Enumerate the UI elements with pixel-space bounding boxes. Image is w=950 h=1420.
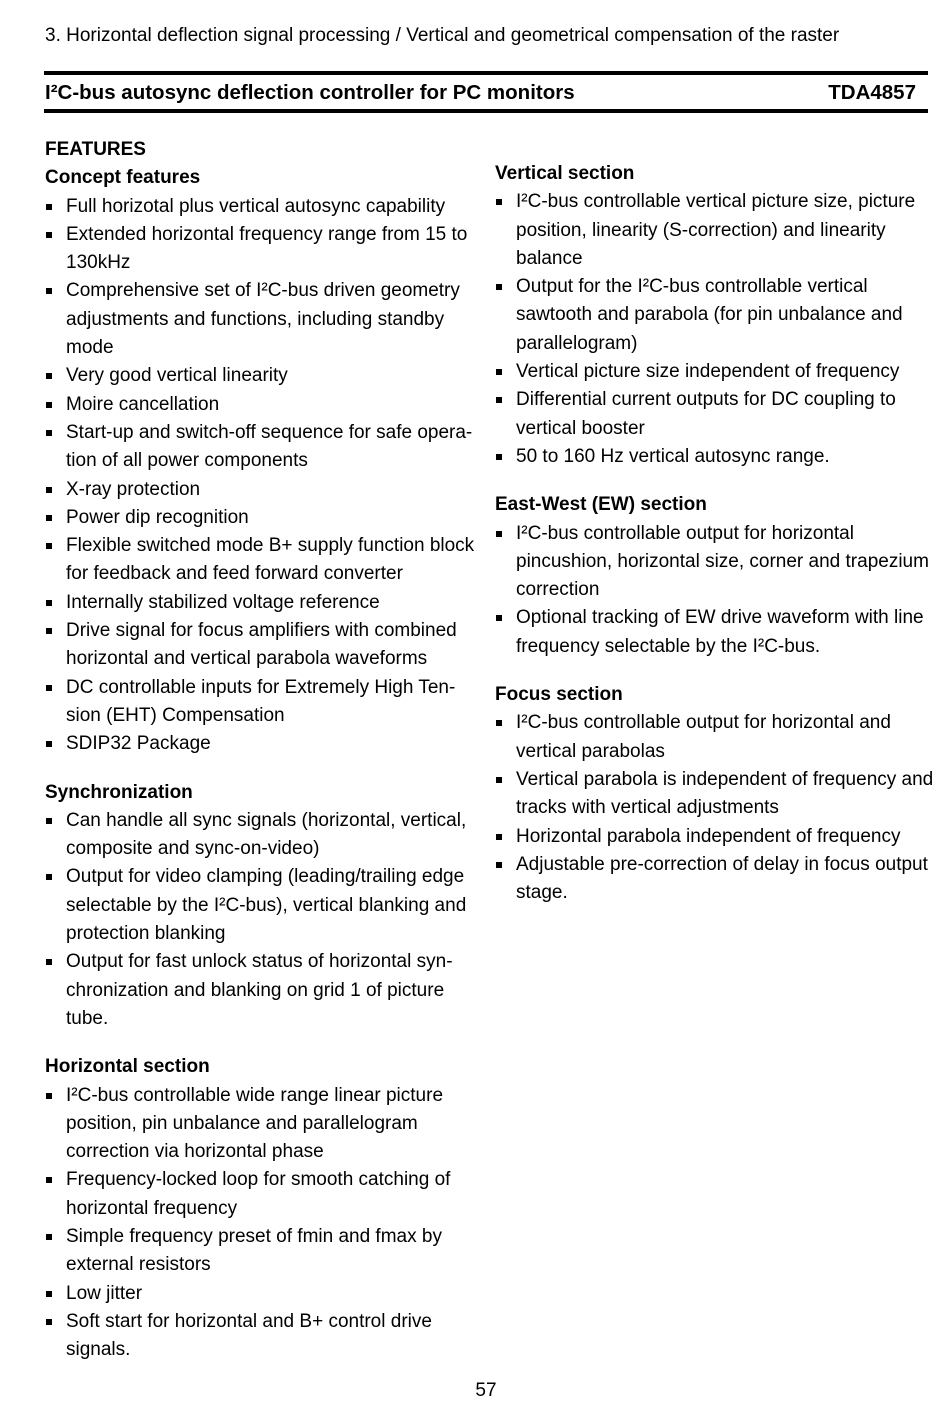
bullet-icon	[46, 543, 52, 549]
list-item	[495, 520, 935, 605]
bullet-icon	[46, 741, 52, 747]
list-item-text: Simple frequency preset of fmin and fmax by external resistors	[66, 1225, 442, 1276]
section-heading: East-West (EW) section	[495, 494, 707, 516]
list-item-text: Full horizotal plus vertical autosync capability	[66, 195, 446, 217]
list-item	[45, 532, 480, 589]
list-item	[45, 362, 480, 390]
part-number: TDA4857	[828, 81, 916, 104]
list-item	[495, 823, 935, 851]
bullet-icon	[46, 959, 52, 965]
bullet-icon	[496, 454, 502, 460]
list-item	[495, 273, 935, 358]
list-item	[45, 1308, 480, 1365]
list-item-text: I²C-bus controllable wide range linear picture position, pin unbalance and parallelogram correction via horizontal phase	[66, 1084, 444, 1163]
bullet-icon	[46, 1234, 52, 1240]
left-column	[45, 136, 480, 1364]
list-item	[45, 1082, 480, 1167]
list-item-text: Flexible switched mode B+ supply function block for feedback and feed forward converter	[66, 535, 475, 585]
right-column	[495, 160, 935, 907]
bullet-icon	[496, 199, 502, 205]
page-number: 57	[475, 1380, 497, 1401]
section-heading: Synchronization	[45, 781, 193, 803]
section-focus	[495, 681, 935, 907]
feature-list	[495, 520, 935, 661]
list-item	[495, 188, 935, 273]
list-item-text: Output for the I²C-bus controllable vertical sawtooth and parabola (for pin unbalance and parallelogram)	[516, 276, 903, 354]
list-item-text: I²C-bus controllable output for horizontal pincushion, horizontal size, corner and trapezium correction	[516, 522, 929, 601]
list-item	[495, 851, 935, 908]
list-item	[45, 277, 480, 362]
list-item	[495, 766, 935, 823]
list-item-text: Horizontal parabola independent of frequency	[516, 825, 901, 847]
list-item-text: Very good vertical linearity	[66, 365, 288, 387]
list-item	[45, 1280, 480, 1308]
list-item-text: I²C-bus controllable vertical picture size, picture position, linearity (S-correction) and linearity balance	[516, 191, 916, 269]
bullet-icon	[46, 874, 52, 880]
list-item-text: Vertical picture size independent of frequency	[516, 361, 900, 383]
document-title: I²C-bus autosync deflection controller for PC monitors	[45, 81, 575, 104]
list-item	[45, 419, 480, 476]
bullet-icon	[46, 628, 52, 634]
section-heading: Horizontal section	[45, 1056, 210, 1078]
list-item-text: Vertical parabola is independent of frequency and tracks with vertical adjustments	[516, 768, 934, 819]
list-item	[45, 193, 480, 221]
bullet-icon	[46, 818, 52, 824]
bullet-icon	[46, 487, 52, 493]
list-item	[45, 863, 480, 948]
list-item	[45, 589, 480, 617]
list-item	[45, 948, 480, 1033]
section-heading: Focus section	[495, 684, 623, 706]
list-item	[45, 730, 480, 758]
list-item	[45, 1166, 480, 1223]
running-header: 3. Horizontal deflection signal processing / Vertical and geometrical compensation of the raster	[45, 25, 840, 46]
bullet-icon	[496, 862, 502, 868]
bullet-icon	[496, 615, 502, 621]
list-item-text: 50 to 160 Hz vertical autosync range.	[516, 445, 830, 467]
bullet-icon	[496, 777, 502, 783]
section-horizontal	[45, 1053, 480, 1364]
bullet-icon	[46, 1177, 52, 1183]
bullet-icon	[496, 284, 502, 290]
list-item-text: Output for video clamping (leading/trailing edge selectable by the I²C-bus), vertical blanking and protection blanking	[66, 866, 467, 945]
list-item-text: Soft start for horizontal and B+ control drive signals.	[66, 1310, 432, 1361]
bullet-icon	[496, 720, 502, 726]
section-synchronization	[45, 779, 480, 1034]
bullet-icon	[496, 834, 502, 840]
list-item-text: Adjustable pre-correction of delay in focus output stage.	[516, 853, 928, 904]
list-item	[45, 1223, 480, 1280]
bullet-icon	[46, 1093, 52, 1099]
feature-list	[45, 193, 480, 759]
feature-list	[495, 709, 935, 907]
list-item	[45, 221, 480, 278]
list-item-text: Comprehensive set of I²C-bus driven geometry adjustments and functions, including standby mode	[66, 280, 460, 359]
list-item-text: Frequency-locked loop for smooth catching of horizontal frequency	[66, 1169, 451, 1219]
section-heading: Concept features	[45, 167, 201, 189]
list-item-text: Can handle all sync signals (horizontal, vertical, composite and sync-on-video)	[66, 809, 467, 860]
feature-list	[495, 188, 935, 471]
list-item	[45, 504, 480, 532]
bullet-icon	[496, 397, 502, 403]
list-item	[45, 807, 480, 864]
bullet-icon	[46, 1291, 52, 1297]
bullet-icon	[46, 402, 52, 408]
bullet-icon	[496, 531, 502, 537]
bullet-icon	[46, 685, 52, 691]
list-item-text: Drive signal for focus amplifiers with combined horizontal and vertical parabola waveforms	[66, 620, 457, 670]
title-rule-top	[44, 71, 928, 75]
list-item	[45, 476, 480, 504]
bullet-icon	[46, 373, 52, 379]
features-heading: FEATURES	[45, 139, 146, 160]
list-item-text: Optional tracking of EW drive waveform with line frequency selectable by the I²C-bus.	[516, 607, 924, 657]
list-item	[495, 358, 935, 386]
bullet-icon	[46, 1319, 52, 1325]
list-item-text: X-ray protection	[66, 478, 201, 500]
list-item-text: Start-up and switch-off sequence for safe opera-tion of all power components	[66, 421, 473, 472]
list-item	[495, 443, 935, 471]
bullet-icon	[46, 204, 52, 210]
list-item	[45, 674, 480, 731]
list-item-text: I²C-bus controllable output for horizontal and vertical parabolas	[516, 712, 891, 762]
list-item	[45, 391, 480, 419]
list-item-text: DC controllable inputs for Extremely High Ten-sion (EHT) Compensation	[66, 676, 456, 726]
list-item	[495, 604, 935, 661]
section-east-west	[495, 491, 935, 661]
section-heading: Vertical section	[495, 163, 635, 184]
section-vertical	[495, 160, 935, 471]
list-item-text: Power dip recognition	[66, 506, 249, 528]
list-item-text: Moire cancellation	[66, 393, 220, 415]
bullet-icon	[46, 288, 52, 294]
list-item	[495, 386, 935, 443]
list-item-text: Extended horizontal frequency range from 15 to 130kHz	[66, 223, 468, 274]
feature-list	[45, 807, 480, 1033]
section-concept-features	[45, 164, 480, 758]
list-item-text: Low jitter	[66, 1282, 143, 1304]
list-item-text: Output for fast unlock status of horizontal syn-chronization and blanking on grid 1 of picture tube.	[66, 951, 453, 1029]
bullet-icon	[46, 232, 52, 238]
list-item-text: SDIP32 Package	[66, 733, 211, 755]
title-rule-bottom	[44, 109, 928, 113]
list-item-text: Differential current outputs for DC coupling to vertical booster	[516, 389, 896, 439]
list-item	[45, 617, 480, 674]
list-item	[495, 709, 935, 766]
bullet-icon	[496, 369, 502, 375]
bullet-icon	[46, 430, 52, 436]
feature-list	[45, 1082, 480, 1365]
bullet-icon	[46, 600, 52, 606]
list-item-text: Internally stabilized voltage reference	[66, 591, 380, 613]
bullet-icon	[46, 515, 52, 521]
